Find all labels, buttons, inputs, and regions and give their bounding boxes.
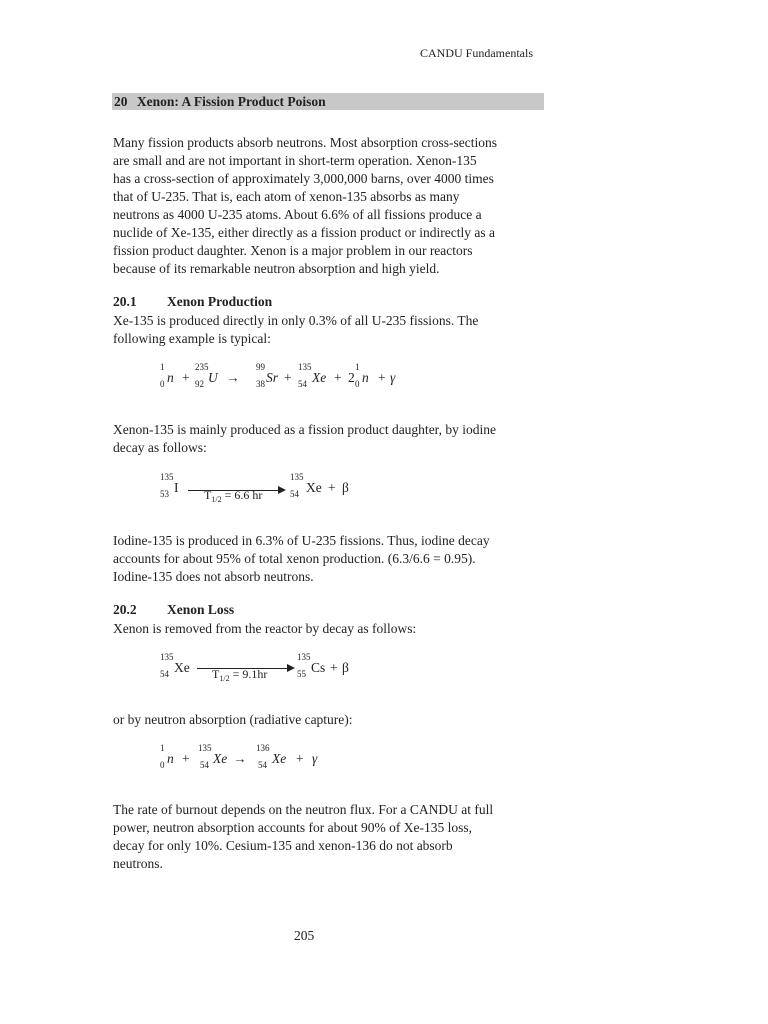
xenon-nuclide: 135 54 Xe: [160, 652, 190, 679]
text-line: Xe-135 is produced directly in only 0.3% of all U-235 fissions. The: [113, 313, 479, 328]
text-line: Iodine-135 is produced in 6.3% of U-235 fissions. Thus, iodine decay: [113, 533, 490, 548]
text-line: because of its remarkable neutron absorption and high yield.: [113, 261, 440, 276]
text-line: Many fission products absorb neutrons. Most absorption cross-sections: [113, 135, 497, 150]
decay-arrow-head: [287, 664, 295, 672]
equation-iodine-decay: [160, 472, 360, 510]
section-number: 20.2: [113, 602, 137, 617]
text-line: nuclide of Xe-135, either directly as a fission product or indirectly as a: [113, 225, 496, 240]
half-life-label: $T_{1/2} = 9.1hr$: [212, 667, 268, 683]
running-header: CANDU Fundamentals: [420, 46, 533, 60]
uranium-nuclide: 235 92 U: [195, 362, 218, 389]
neutron-nuclide: 1 0 n: [160, 743, 174, 770]
beta-symbol: β: [342, 660, 349, 675]
text-line: decay as follows:: [113, 440, 207, 455]
intro-paragraph: [113, 134, 553, 278]
text-line: that of U-235. That is, each atom of xenon-135 absorbs as many: [113, 189, 460, 204]
plus-sign: +: [182, 370, 190, 385]
arrow: →: [233, 751, 247, 766]
text-line: The rate of burnout depends on the neutron flux. For a CANDU at full: [113, 802, 494, 817]
plus-sign: +: [296, 751, 304, 766]
page-number: 205: [294, 928, 315, 943]
section-title: Xenon Production: [167, 294, 273, 309]
coefficient: 2: [348, 370, 355, 385]
text-line: Iodine-135 does not absorb neutrons.: [113, 569, 314, 584]
plus-sign: +: [182, 751, 190, 766]
xenon-136-nuclide: 136 54 Xe: [256, 743, 287, 770]
beta-symbol: β: [342, 480, 349, 495]
plus-sign: +: [334, 370, 342, 385]
xenon-nuclide: 135 54 Xe: [290, 472, 322, 499]
text-line: Xenon-135 is mainly produced as a fission product daughter, by iodine: [113, 422, 497, 437]
plus-sign: +: [328, 480, 336, 495]
text-line: power, neutron absorption accounts for about 90% of Xe-135 loss,: [113, 820, 473, 835]
text-line: accounts for about 95% of total xenon production. (6.3/6.6 = 0.95).: [113, 551, 476, 566]
plus-sign: +: [284, 370, 292, 385]
section-heading-xenon-loss: [113, 602, 234, 618]
gamma-symbol: γ: [312, 751, 318, 766]
xenon-nuclide: 135 54 Xe: [298, 362, 327, 389]
section-title: Xenon Loss: [167, 602, 235, 617]
strontium-nuclide: 99 38 Sr: [256, 362, 279, 389]
plus-sign: +: [378, 370, 386, 385]
section-number: 20.1: [113, 294, 137, 309]
gamma-symbol: γ: [390, 370, 396, 385]
half-life-label: $T_{1/2} = 6.6$ hr: [204, 488, 263, 504]
chapter-heading: [112, 93, 544, 110]
iodine-intro-paragraph: [113, 421, 553, 457]
neutron-nuclide: 1 0 n: [160, 362, 174, 389]
text-line: neutrons as 4000 U-235 atoms. About 6.6% of all fissions produce a: [113, 207, 482, 222]
text-line: has a cross-section of approximately 3,000,000 barns, over 4000 times: [113, 171, 494, 186]
neutron-nuclide: 1 0 n: [355, 362, 369, 389]
chapter-number: 20: [114, 94, 128, 109]
section-heading-xenon-production: [113, 294, 272, 310]
text-line: neutrons.: [113, 856, 163, 871]
chapter-title: Xenon: A Fission Product Poison: [136, 94, 326, 109]
text-line: or by neutron absorption (radiative capture):: [113, 712, 353, 727]
arrow: →: [226, 370, 240, 385]
text-line: fission product daughter. Xenon is a major problem in our reactors: [113, 243, 473, 258]
section1-paragraph: [113, 312, 553, 348]
text-line: are small and are not important in short-term operation. Xenon-135: [113, 153, 477, 168]
text-line: following example is typical:: [113, 331, 271, 346]
cesium-nuclide: 135 55 Cs: [297, 652, 326, 679]
decay-arrow-head: [278, 486, 286, 494]
xenon-135-nuclide: 135 54 Xe: [198, 743, 228, 770]
iodine-yield-paragraph: [113, 532, 553, 586]
iodine-nuclide: 135 53 I: [160, 472, 179, 499]
equation-xenon-decay: [160, 652, 360, 690]
plus-sign: +: [330, 660, 338, 675]
text-line: Xenon is removed from the reactor by decay as follows:: [113, 621, 417, 636]
burnout-paragraph: [113, 801, 553, 873]
section2-paragraph: [113, 620, 553, 638]
equation-fission: [160, 362, 420, 398]
capture-paragraph: [113, 711, 553, 729]
equation-neutron-capture: [160, 743, 340, 779]
text-line: decay for only 10%. Cesium-135 and xenon-136 do not absorb: [113, 838, 453, 853]
